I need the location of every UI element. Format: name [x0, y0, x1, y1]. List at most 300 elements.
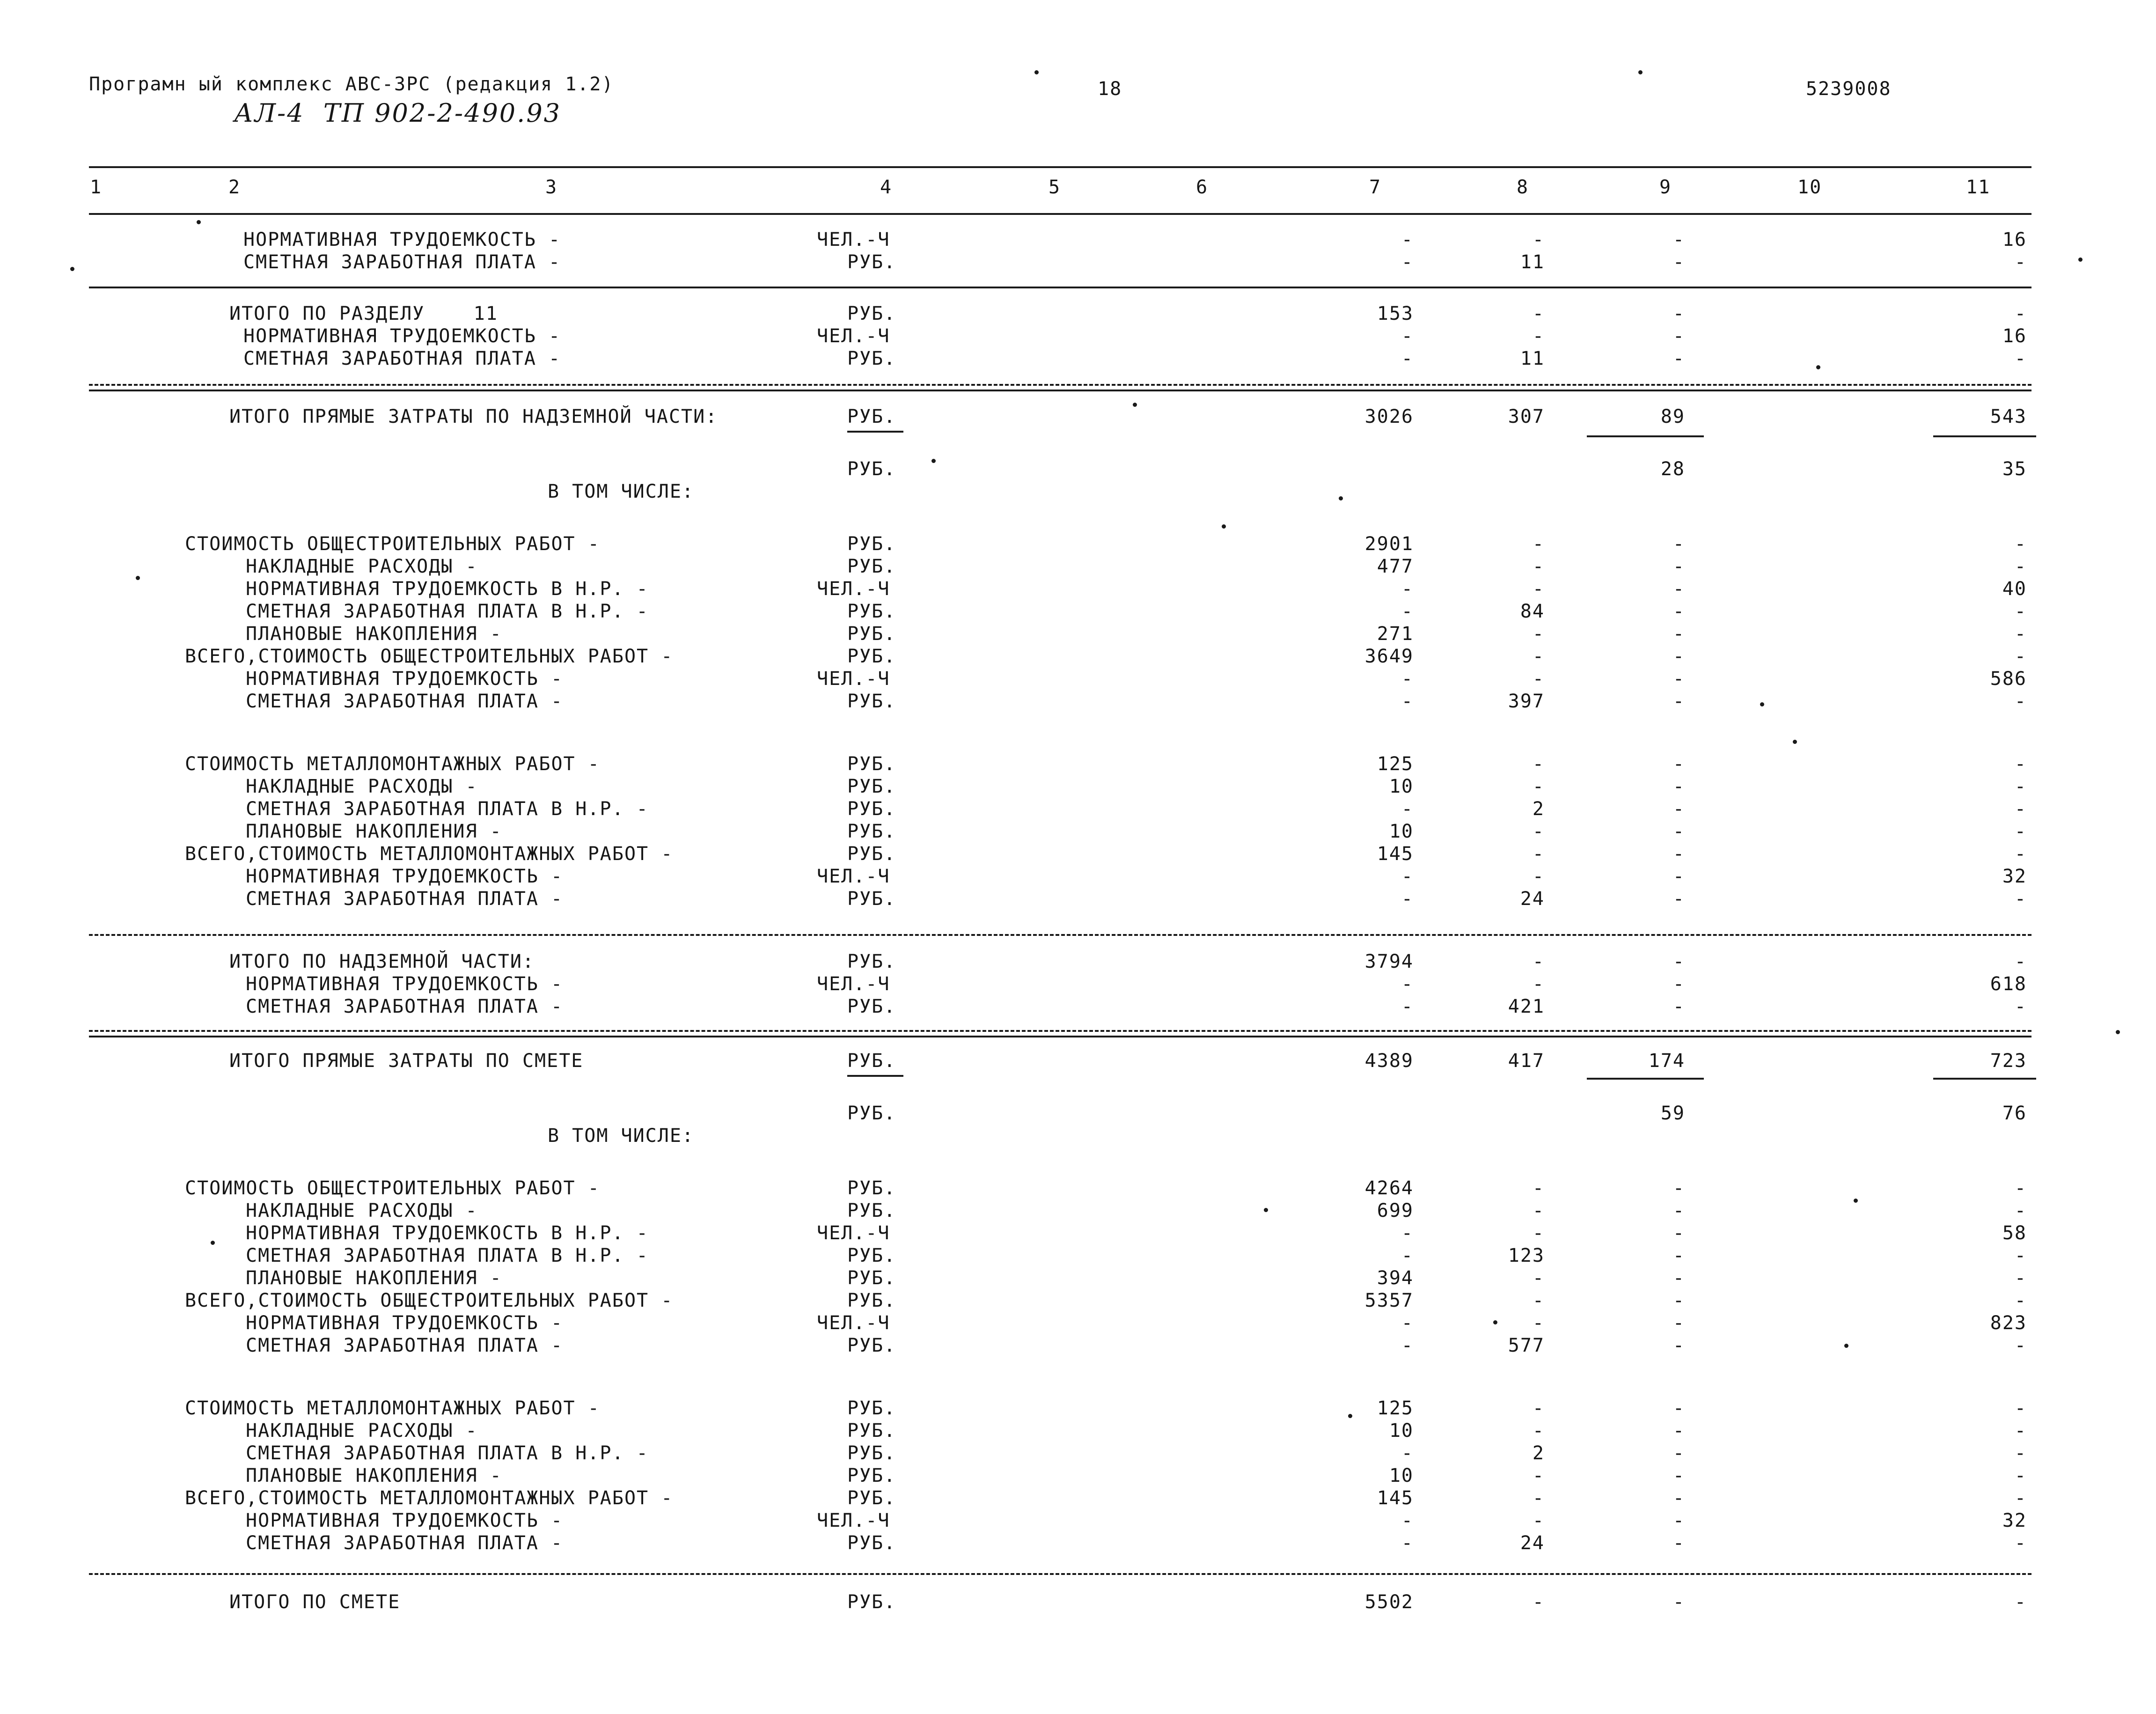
row-label: ИТОГО ПО СМЕТЕ [229, 1591, 401, 1613]
cell-col7: 3649 [1364, 646, 1414, 667]
cell-col8: - [1532, 753, 1545, 775]
scan-speck [211, 1241, 215, 1245]
scan-speck [931, 459, 936, 463]
cell-col9: - [1672, 1398, 1685, 1419]
column-number-9: 9 [1659, 177, 1672, 198]
cell-col7: - [1401, 1222, 1414, 1244]
cell-col11: 58 [2002, 1222, 2027, 1244]
cell-col11: - [2014, 753, 2027, 775]
row-label: СМЕТНАЯ ЗАРАБОТНАЯ ПЛАТА - [246, 1532, 564, 1554]
row-unit: РУБ. [847, 1050, 896, 1072]
row-unit: РУБ. [847, 1442, 896, 1464]
cell-col9: - [1672, 348, 1685, 369]
cell-col9: - [1672, 951, 1685, 972]
row-label: В ТОМ ЧИСЛЕ: [548, 481, 694, 502]
cell-col9: 59 [1660, 1103, 1685, 1124]
cell-col7: 5357 [1364, 1290, 1414, 1311]
row-label: НОРМАТИВНАЯ ТРУДОЕМКОСТЬ - [246, 866, 564, 887]
cell-col11: - [2014, 821, 2027, 842]
cell-col7: - [1401, 251, 1414, 273]
cell-col7: 10 [1389, 1465, 1414, 1486]
subtotal-underline [847, 1075, 903, 1077]
scan-speck [1264, 1208, 1268, 1212]
row-label: ПЛАНОВЫЕ НАКОПЛЕНИЯ - [246, 821, 502, 842]
row-unit: ЧЕЛ.-Ч [817, 1510, 890, 1531]
row-label: НОРМАТИВНАЯ ТРУДОЕМКОСТЬ - [246, 973, 564, 995]
cell-col8: - [1532, 325, 1545, 347]
cell-col8: - [1532, 556, 1545, 577]
row-unit: ЧЕЛ.-Ч [817, 1312, 890, 1334]
cell-col11: - [2014, 1591, 2027, 1613]
cell-col8: 11 [1520, 348, 1545, 369]
cell-col7: - [1401, 1510, 1414, 1531]
cell-col7: 10 [1389, 776, 1414, 797]
cell-col9: - [1672, 1245, 1685, 1266]
cell-col8: - [1532, 1177, 1545, 1199]
row-label: СМЕТНАЯ ЗАРАБОТНАЯ ПЛАТА - [246, 888, 564, 910]
cell-col9: - [1672, 973, 1685, 995]
cell-col9: - [1672, 1442, 1685, 1464]
cell-col7: - [1401, 1532, 1414, 1554]
scan-speck [2078, 257, 2083, 262]
cell-col8: - [1532, 973, 1545, 995]
row-label: НАКЛАДНЫЕ РАСХОДЫ - [246, 1420, 478, 1442]
cell-col11: - [2014, 1398, 2027, 1419]
cell-col11: - [2014, 1245, 2027, 1266]
row-label: СТОИМОСТЬ ОБЩЕСТРОИТЕЛЬНЫХ РАБОТ - [185, 1177, 600, 1199]
scan-speck [1844, 1344, 1848, 1348]
subtotal-underline [1933, 1078, 2036, 1080]
cell-col7: - [1401, 866, 1414, 887]
row-unit: РУБ. [847, 1245, 896, 1266]
cell-col11: 40 [2002, 578, 2027, 600]
cell-col8: 11 [1520, 251, 1545, 273]
row-unit: РУБ. [847, 556, 896, 577]
cell-col11: - [2014, 1290, 2027, 1311]
cell-col11: 32 [2002, 1510, 2027, 1531]
cell-col11: - [2014, 798, 2027, 820]
column-number-6: 6 [1196, 177, 1209, 198]
cell-col9: - [1672, 556, 1685, 577]
row-label: НАКЛАДНЫЕ РАСХОДЫ - [246, 776, 478, 797]
column-number-7: 7 [1369, 177, 1382, 198]
row-label: СМЕТНАЯ ЗАРАБОТНАЯ ПЛАТА В Н.Р. - [246, 601, 649, 622]
cell-col7: - [1401, 973, 1414, 995]
cell-col8: - [1532, 646, 1545, 667]
horizontal-rule [89, 213, 2031, 215]
cell-col7: 477 [1377, 556, 1414, 577]
cell-col9: - [1672, 1312, 1685, 1334]
row-unit: РУБ. [847, 458, 896, 480]
cell-col9: - [1672, 533, 1685, 555]
row-label: ВСЕГО,СТОИМОСТЬ ОБЩЕСТРОИТЕЛЬНЫХ РАБОТ - [185, 646, 674, 667]
cell-col9: - [1672, 691, 1685, 712]
column-number-3: 3 [545, 177, 558, 198]
cell-col8: - [1532, 1510, 1545, 1531]
cell-col8: 417 [1508, 1050, 1545, 1072]
document-number: 5239008 [1806, 78, 1892, 100]
row-unit: РУБ. [847, 996, 896, 1017]
row-label: НОРМАТИВНАЯ ТРУДОЕМКОСТЬ - [243, 325, 561, 347]
cell-col9: - [1672, 1465, 1685, 1486]
horizontal-rule [89, 287, 2031, 288]
column-number-4: 4 [880, 177, 893, 198]
cell-col11: - [2014, 1267, 2027, 1289]
row-unit: РУБ. [847, 1335, 896, 1356]
cell-col8: 577 [1508, 1335, 1545, 1356]
cell-col11: - [2014, 1442, 2027, 1464]
cell-col11: 586 [1990, 668, 2027, 690]
row-label: ИТОГО ПРЯМЫЕ ЗАТРАТЫ ПО СМЕТЕ [229, 1050, 584, 1072]
row-label: НОРМАТИВНАЯ ТРУДОЕМКОСТЬ - [246, 668, 564, 690]
cell-col8: 397 [1508, 691, 1545, 712]
cell-col8: 307 [1508, 406, 1545, 427]
cell-col11: 16 [2002, 325, 2027, 347]
row-unit: РУБ. [847, 1267, 896, 1289]
cell-col9: - [1672, 303, 1685, 324]
row-unit: РУБ. [847, 951, 896, 972]
cell-col8: - [1532, 1267, 1545, 1289]
cell-col9: - [1672, 753, 1685, 775]
cell-col11: 723 [1990, 1050, 2027, 1072]
scan-speck [1133, 403, 1137, 407]
scan-speck [1760, 702, 1764, 706]
cell-col9: - [1672, 1532, 1685, 1554]
column-number-1: 1 [90, 177, 103, 198]
cell-col9: - [1672, 1420, 1685, 1442]
row-unit: РУБ. [847, 1591, 896, 1613]
row-label: НАКЛАДНЫЕ РАСХОДЫ - [246, 1200, 478, 1221]
scan-speck [197, 220, 201, 224]
cell-col8: - [1532, 866, 1545, 887]
cell-col7: 145 [1377, 1487, 1414, 1509]
cell-col8: - [1532, 1420, 1545, 1442]
cell-col7: 271 [1377, 623, 1414, 645]
row-label: НОРМАТИВНАЯ ТРУДОЕМКОСТЬ - [243, 229, 561, 250]
scan-speck [1493, 1320, 1497, 1324]
column-number-8: 8 [1517, 177, 1529, 198]
cell-col8: - [1532, 668, 1545, 690]
cell-col7: 153 [1377, 303, 1414, 324]
cell-col7: - [1401, 888, 1414, 910]
row-label: ИТОГО ПРЯМЫЕ ЗАТРАТЫ ПО НАДЗЕМНОЙ ЧАСТИ: [229, 406, 718, 427]
cell-col9: 174 [1648, 1050, 1685, 1072]
subtotal-underline [847, 431, 903, 433]
row-unit: РУБ. [847, 303, 896, 324]
cell-col8: - [1532, 229, 1545, 250]
row-label: НОРМАТИВНАЯ ТРУДОЕМКОСТЬ - [246, 1510, 564, 1531]
page-number: 18 [1098, 78, 1122, 100]
cell-col7: 4389 [1364, 1050, 1414, 1072]
scan-speck [1348, 1414, 1352, 1418]
cell-col9: 89 [1660, 406, 1685, 427]
cell-col11: - [2014, 646, 2027, 667]
cell-col11: - [2014, 533, 2027, 555]
cell-col8: - [1532, 1591, 1545, 1613]
row-unit: РУБ. [847, 691, 896, 712]
row-label: СМЕТНАЯ ЗАРАБОТНАЯ ПЛАТА В Н.Р. - [246, 798, 649, 820]
row-label: ВСЕГО,СТОИМОСТЬ ОБЩЕСТРОИТЕЛЬНЫХ РАБОТ - [185, 1290, 674, 1311]
cell-col9: - [1672, 623, 1685, 645]
scan-speck [2116, 1030, 2120, 1034]
cell-col7: 699 [1377, 1200, 1414, 1221]
cell-col9: - [1672, 1335, 1685, 1356]
horizontal-rule [89, 384, 2031, 386]
row-label: НОРМАТИВНАЯ ТРУДОЕМКОСТЬ В Н.Р. - [246, 1222, 649, 1244]
row-unit: РУБ. [847, 843, 896, 865]
cell-col8: - [1532, 1487, 1545, 1509]
cell-col7: 2901 [1364, 533, 1414, 555]
row-unit: РУБ. [847, 623, 896, 645]
cell-col11: - [2014, 996, 2027, 1017]
cell-col9: - [1672, 1487, 1685, 1509]
cell-col11: - [2014, 1532, 2027, 1554]
cell-col9: - [1672, 601, 1685, 622]
cell-col8: 2 [1532, 798, 1545, 820]
cell-col9: - [1672, 996, 1685, 1017]
scan-speck [70, 267, 74, 271]
row-unit: РУБ. [847, 348, 896, 369]
cell-col8: - [1532, 1398, 1545, 1419]
cell-col9: - [1672, 843, 1685, 865]
cell-col7: 5502 [1364, 1591, 1414, 1613]
horizontal-rule [89, 934, 2031, 936]
cell-col11: 823 [1990, 1312, 2027, 1334]
cell-col9: - [1672, 866, 1685, 887]
handwritten-reference: АЛ-4 ТП 902-2-490.93 [234, 98, 562, 128]
cell-col8: 123 [1508, 1245, 1545, 1266]
row-label: СМЕТНАЯ ЗАРАБОТНАЯ ПЛАТА - [243, 348, 561, 369]
row-label: В ТОМ ЧИСЛЕ: [548, 1125, 694, 1147]
cell-col11: - [2014, 888, 2027, 910]
cell-col9: - [1672, 1267, 1685, 1289]
row-unit: РУБ. [847, 533, 896, 555]
row-label: СТОИМОСТЬ МЕТАЛЛОМОНТАЖНЫХ РАБОТ - [185, 753, 600, 775]
cell-col11: - [2014, 691, 2027, 712]
cell-col8: - [1532, 821, 1545, 842]
cell-col11: 76 [2002, 1103, 2027, 1124]
cell-col8: - [1532, 776, 1545, 797]
cell-col11: 618 [1990, 973, 2027, 995]
subtotal-underline [1933, 435, 2036, 437]
cell-col9: - [1672, 1290, 1685, 1311]
scan-speck [1034, 70, 1039, 74]
cell-col9: - [1672, 325, 1685, 347]
cell-col8: 84 [1520, 601, 1545, 622]
cell-col11: - [2014, 348, 2027, 369]
cell-col8: - [1532, 1465, 1545, 1486]
row-label: ВСЕГО,СТОИМОСТЬ МЕТАЛЛОМОНТАЖНЫХ РАБОТ - [185, 1487, 674, 1509]
row-unit: ЧЕЛ.-Ч [817, 973, 890, 995]
cell-col7: - [1401, 325, 1414, 347]
cell-col7: - [1401, 601, 1414, 622]
cell-col9: - [1672, 251, 1685, 273]
cell-col7: 3794 [1364, 951, 1414, 972]
cell-col7: - [1401, 229, 1414, 250]
cell-col9: - [1672, 668, 1685, 690]
row-unit: РУБ. [847, 1177, 896, 1199]
cell-col9: - [1672, 1200, 1685, 1221]
cell-col9: - [1672, 646, 1685, 667]
row-unit: РУБ. [847, 1532, 896, 1554]
scan-speck [1339, 496, 1343, 500]
cell-col7: - [1401, 668, 1414, 690]
cell-col11: - [2014, 623, 2027, 645]
horizontal-rule [89, 1573, 2031, 1575]
row-unit: ЧЕЛ.-Ч [817, 866, 890, 887]
cell-col11: - [2014, 1420, 2027, 1442]
cell-col8: - [1532, 1290, 1545, 1311]
cell-col7: - [1401, 798, 1414, 820]
subtotal-underline [1587, 1078, 1704, 1080]
row-label: СТОИМОСТЬ ОБЩЕСТРОИТЕЛЬНЫХ РАБОТ - [185, 533, 600, 555]
cell-col7: 125 [1377, 753, 1414, 775]
cell-col7: 145 [1377, 843, 1414, 865]
row-label: НОРМАТИВНАЯ ТРУДОЕМКОСТЬ В Н.Р. - [246, 578, 649, 600]
cell-col9: - [1672, 798, 1685, 820]
cell-col7: 3026 [1364, 406, 1414, 427]
row-unit: РУБ. [847, 888, 896, 910]
cell-col8: - [1532, 578, 1545, 600]
cell-col11: - [2014, 776, 2027, 797]
column-number-2: 2 [228, 177, 241, 198]
cell-col7: - [1401, 1312, 1414, 1334]
cell-col7: - [1401, 578, 1414, 600]
cell-col9: - [1672, 1222, 1685, 1244]
row-label: СМЕТНАЯ ЗАРАБОТНАЯ ПЛАТА - [246, 996, 564, 1017]
cell-col7: 10 [1389, 821, 1414, 842]
horizontal-rule [89, 1030, 2031, 1032]
scan-speck [1816, 365, 1820, 369]
row-label: ПЛАНОВЫЕ НАКОПЛЕНИЯ - [246, 623, 502, 645]
row-unit: ЧЕЛ.-Ч [817, 578, 890, 600]
cell-col8: - [1532, 951, 1545, 972]
cell-col7: - [1401, 1442, 1414, 1464]
scan-speck [1222, 524, 1226, 529]
cell-col9: - [1672, 1510, 1685, 1531]
cell-col7: - [1401, 1335, 1414, 1356]
cell-col9: - [1672, 776, 1685, 797]
row-unit: РУБ. [847, 1465, 896, 1486]
cell-col11: - [2014, 843, 2027, 865]
row-label: ВСЕГО,СТОИМОСТЬ МЕТАЛЛОМОНТАЖНЫХ РАБОТ - [185, 843, 674, 865]
cell-col11: 32 [2002, 866, 2027, 887]
row-label: СМЕТНАЯ ЗАРАБОТНАЯ ПЛАТА В Н.Р. - [246, 1442, 649, 1464]
cell-col11: - [2014, 1177, 2027, 1199]
row-unit: РУБ. [847, 776, 896, 797]
row-unit: РУБ. [847, 1103, 896, 1124]
row-unit: РУБ. [847, 646, 896, 667]
cell-col9: - [1672, 888, 1685, 910]
row-unit: РУБ. [847, 753, 896, 775]
cell-col8: - [1532, 1200, 1545, 1221]
cell-col11: - [2014, 1487, 2027, 1509]
cell-col7: - [1401, 348, 1414, 369]
program-header: Програмн ый комплекс АВС-ЗРС (редакция 1.2) [89, 74, 614, 95]
row-label: СМЕТНАЯ ЗАРАБОТНАЯ ПЛАТА - [243, 251, 561, 273]
horizontal-rule [89, 1036, 2031, 1037]
row-unit: РУБ. [847, 1487, 896, 1509]
row-label: НАКЛАДНЫЕ РАСХОДЫ - [246, 556, 478, 577]
cell-col7: 10 [1389, 1420, 1414, 1442]
row-label: ПЛАНОВЫЕ НАКОПЛЕНИЯ - [246, 1267, 502, 1289]
cell-col7: 125 [1377, 1398, 1414, 1419]
cell-col11: - [2014, 251, 2027, 273]
cell-col8: 2 [1532, 1442, 1545, 1464]
cell-col11: - [2014, 556, 2027, 577]
row-label: ИТОГО ПО РАЗДЕЛУ 11 [229, 303, 498, 324]
cell-col9: 28 [1660, 458, 1685, 480]
scan-speck [1638, 70, 1643, 74]
cell-col11: - [2014, 303, 2027, 324]
row-unit: РУБ. [847, 798, 896, 820]
cell-col8: 24 [1520, 1532, 1545, 1554]
cell-col8: - [1532, 303, 1545, 324]
cell-col7: - [1401, 1245, 1414, 1266]
row-unit: РУБ. [847, 821, 896, 842]
cell-col9: - [1672, 821, 1685, 842]
row-unit: ЧЕЛ.-Ч [817, 1222, 890, 1244]
row-unit: РУБ. [847, 1420, 896, 1442]
cell-col9: - [1672, 578, 1685, 600]
row-unit: ЧЕЛ.-Ч [817, 668, 890, 690]
row-unit: РУБ. [847, 1200, 896, 1221]
row-label: СТОИМОСТЬ МЕТАЛЛОМОНТАЖНЫХ РАБОТ - [185, 1398, 600, 1419]
cell-col8: - [1532, 1312, 1545, 1334]
column-number-5: 5 [1049, 177, 1061, 198]
cell-col9: - [1672, 1177, 1685, 1199]
cell-col8: - [1532, 1222, 1545, 1244]
cell-col8: - [1532, 843, 1545, 865]
horizontal-rule [89, 166, 2031, 168]
cell-col9: - [1672, 229, 1685, 250]
row-unit: РУБ. [847, 1398, 896, 1419]
row-label: ИТОГО ПО НАДЗЕМНОЙ ЧАСТИ: [229, 951, 535, 972]
row-label: СМЕТНАЯ ЗАРАБОТНАЯ ПЛАТА В Н.Р. - [246, 1245, 649, 1266]
cell-col11: - [2014, 1200, 2027, 1221]
row-label: СМЕТНАЯ ЗАРАБОТНАЯ ПЛАТА - [246, 1335, 564, 1356]
row-unit: РУБ. [847, 406, 896, 427]
cell-col7: - [1401, 691, 1414, 712]
cell-col11: 35 [2002, 458, 2027, 480]
scan-speck [1793, 740, 1797, 744]
cell-col8: 421 [1508, 996, 1545, 1017]
cell-col11: - [2014, 601, 2027, 622]
cell-col9: - [1672, 1591, 1685, 1613]
cell-col11: 16 [2002, 229, 2027, 250]
cell-col11: 543 [1990, 406, 2027, 427]
cell-col11: - [2014, 951, 2027, 972]
cell-col7: 4264 [1364, 1177, 1414, 1199]
cell-col7: - [1401, 996, 1414, 1017]
cell-col8: - [1532, 623, 1545, 645]
cell-col7: 394 [1377, 1267, 1414, 1289]
row-unit: ЧЕЛ.-Ч [817, 325, 890, 347]
row-label: СМЕТНАЯ ЗАРАБОТНАЯ ПЛАТА - [246, 691, 564, 712]
column-number-10: 10 [1797, 177, 1822, 198]
cell-col8: - [1532, 533, 1545, 555]
subtotal-underline [1587, 435, 1704, 437]
cell-col11: - [2014, 1335, 2027, 1356]
row-unit: РУБ. [847, 601, 896, 622]
horizontal-rule [89, 390, 2031, 391]
scan-speck [1854, 1199, 1858, 1203]
row-unit: РУБ. [847, 251, 896, 273]
row-unit: РУБ. [847, 1290, 896, 1311]
column-number-11: 11 [1966, 177, 1991, 198]
row-unit: ЧЕЛ.-Ч [817, 229, 890, 250]
cell-col11: - [2014, 1465, 2027, 1486]
